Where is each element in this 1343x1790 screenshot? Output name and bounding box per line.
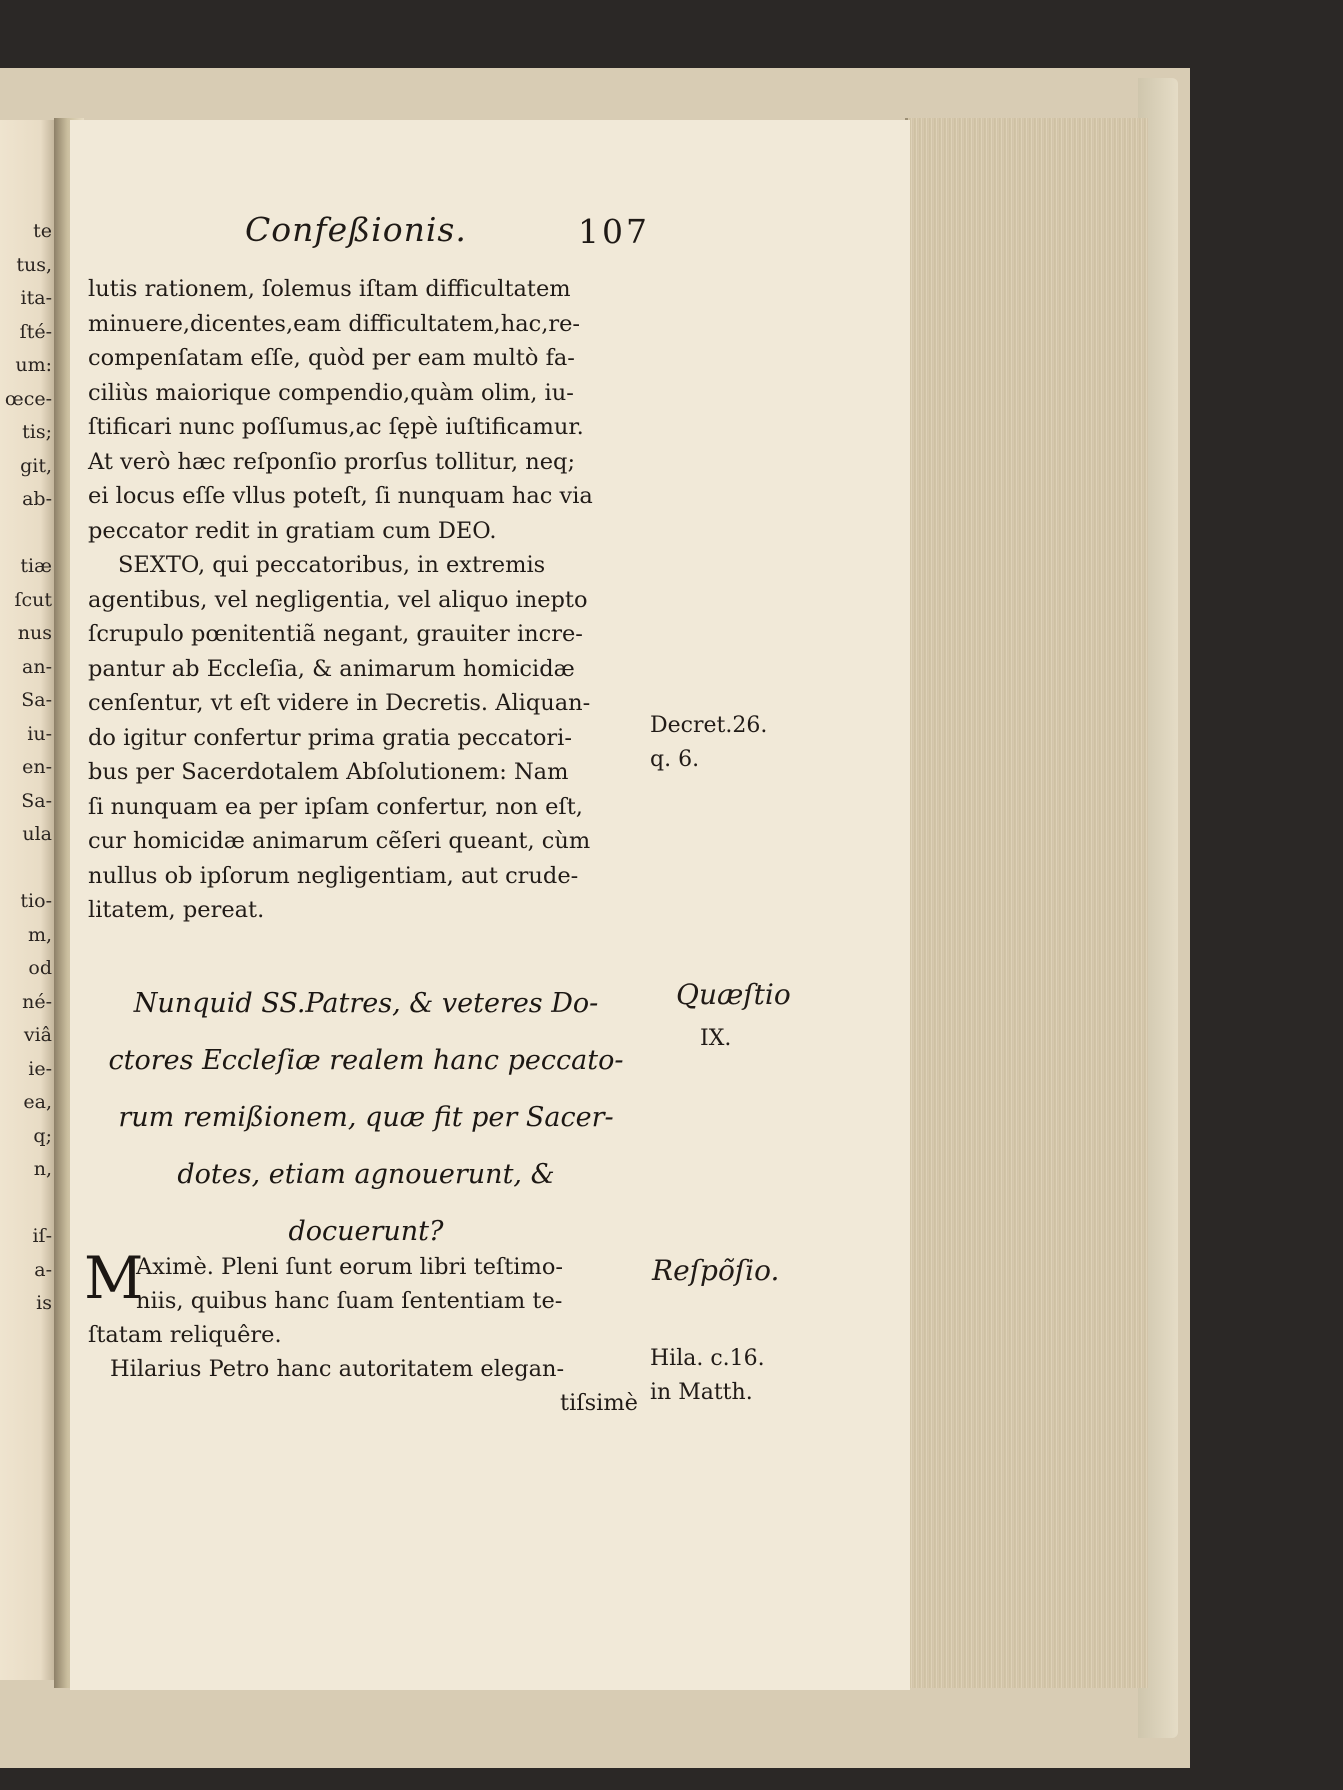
left-page-fragment (0, 1187, 58, 1221)
question-heading (86, 975, 646, 1260)
left-page-fragment: is (36, 1292, 52, 1314)
body-line: ciliùs maiorique compendio,quàm olim, iu- (88, 379, 574, 406)
question-line: docuerunt? (288, 1216, 444, 1247)
left-page-fragment (0, 852, 58, 886)
left-page-fragment: od (28, 957, 52, 979)
left-page-fragment: ab- (22, 488, 52, 510)
body-line: minuere,dicentes,eam difficultatem,hac,re- (88, 310, 581, 337)
body-line: At verò hæc reſponſio prorſus tollitur, neq; (88, 448, 576, 475)
body-text (88, 272, 648, 928)
answer-line: Aximè. Pleni ſunt eorum libri teſtimo- (136, 1254, 563, 1280)
answer-text (88, 1250, 648, 1420)
left-page-fragment: viâ (23, 1024, 52, 1046)
body-line: cenſentur, vt eſt videre in Decretis. Aliquan- (88, 690, 591, 716)
page-number: 107 (578, 212, 650, 251)
left-page-fragment: an- (22, 655, 52, 678)
body-line: compenſatam eſſe, quòd per eam multò fa- (88, 345, 575, 371)
left-page-fragment: ſté- (19, 320, 52, 343)
body-line: peccator redit in gratiam cum DEO. (88, 517, 497, 544)
left-page-fragment: te (33, 220, 52, 242)
left-page (0, 120, 58, 1680)
body-line: nullus ob ipſorum negligentiam, aut crude- (88, 862, 579, 889)
left-page-fragment: né- (22, 990, 52, 1013)
left-page-fragment (0, 517, 58, 551)
question-line: dotes, etiam agnouerunt, & (177, 1159, 555, 1190)
question-line: ctores Eccleſiæ realem hanc peccato- (108, 1045, 624, 1076)
left-page-fragment: tio- (20, 890, 52, 912)
left-page-fragment: n, (33, 1158, 52, 1180)
margin-responsio: Reſpõſio. (652, 1254, 780, 1287)
body-line: ei locus eſſe vllus poteſt, ſi nunquam hac via (88, 483, 593, 509)
running-head: Confeßionis. (245, 210, 467, 249)
margin-note-hila: Hila. c.16. (650, 1346, 765, 1371)
left-page-fragment: q; (33, 1124, 52, 1147)
drop-cap: M (84, 1244, 144, 1312)
question-line: rum remißionem, quæ fit per Sacer- (118, 1102, 614, 1133)
body-line: ſtificari nunc poſſumus,ac ſępè iuſtificamur. (88, 414, 584, 440)
left-page-fragment: git, (20, 454, 52, 477)
left-page-text (0, 215, 58, 1321)
left-page-fragment: ea, (23, 1091, 52, 1113)
left-page-fragment: œce- (4, 387, 52, 410)
answer-line: tiſsimè (560, 1390, 638, 1416)
body-line: agentibus, vel negligentia, vel aliquo inepto (88, 586, 588, 613)
left-page-fragment: m, (27, 923, 52, 946)
left-page-fragment: ſcut (14, 588, 52, 611)
left-page-fragment: tus, (16, 253, 52, 276)
body-line: SEXTO, qui peccatoribus, in extremis (118, 552, 546, 578)
left-page-fragment: ie- (28, 1057, 52, 1080)
left-page-fragment: nus (17, 622, 52, 644)
margin-note-matth: in Matth. (650, 1380, 753, 1405)
left-page-fragment: a- (34, 1258, 52, 1281)
body-line: cur homicidæ animarum cẽſeri queant, cùm (88, 828, 591, 854)
answer-line: Hilarius Petro hanc autoritatem elegan- (110, 1356, 565, 1382)
left-page-fragment: Sa- (21, 789, 52, 812)
margin-quaestio: Quæſtio (676, 978, 791, 1011)
left-page-fragment: ula (22, 823, 52, 845)
body-line: do igitur confertur prima gratia peccatori- (88, 724, 572, 751)
margin-note-decret: Decret.26. (650, 713, 768, 738)
left-page-fragment: iu- (27, 722, 52, 745)
body-line: lutis rationem, ſolemus iſtam difficultatem (88, 276, 571, 302)
left-page-fragment: Sa- (21, 689, 52, 711)
answer-line: ſtatam reliquêre. (88, 1322, 282, 1348)
left-page-fragment: tiæ (20, 555, 52, 577)
margin-note-decret-q: q. 6. (650, 747, 700, 772)
left-page-fragment: iſ- (32, 1225, 52, 1247)
body-line: ſcrupulo pœnitentiã negant, grauiter incre- (88, 621, 583, 647)
body-line: litatem, pereat. (88, 897, 265, 923)
left-page-fragment: en- (22, 756, 52, 778)
body-line: pantur ab Eccleſia, & animarum homicidæ (88, 655, 575, 682)
left-page-fragment: ita- (20, 287, 52, 309)
answer-line: niis, quibus hanc ſuam ſententiam te- (136, 1288, 563, 1314)
body-line: ſi nunquam ea per ipſam confertur, non eſt, (88, 793, 583, 820)
body-line: bus per Sacerdotalem Abſolutionem: Nam (88, 759, 569, 785)
page-block-edges (905, 118, 1148, 1688)
margin-quaestio-number: IX. (700, 1026, 732, 1051)
left-page-fragment: um: (15, 354, 52, 376)
left-page-fragment: tis; (22, 421, 52, 443)
question-line: Nunquid SS.Patres, & veteres Do- (133, 988, 599, 1019)
